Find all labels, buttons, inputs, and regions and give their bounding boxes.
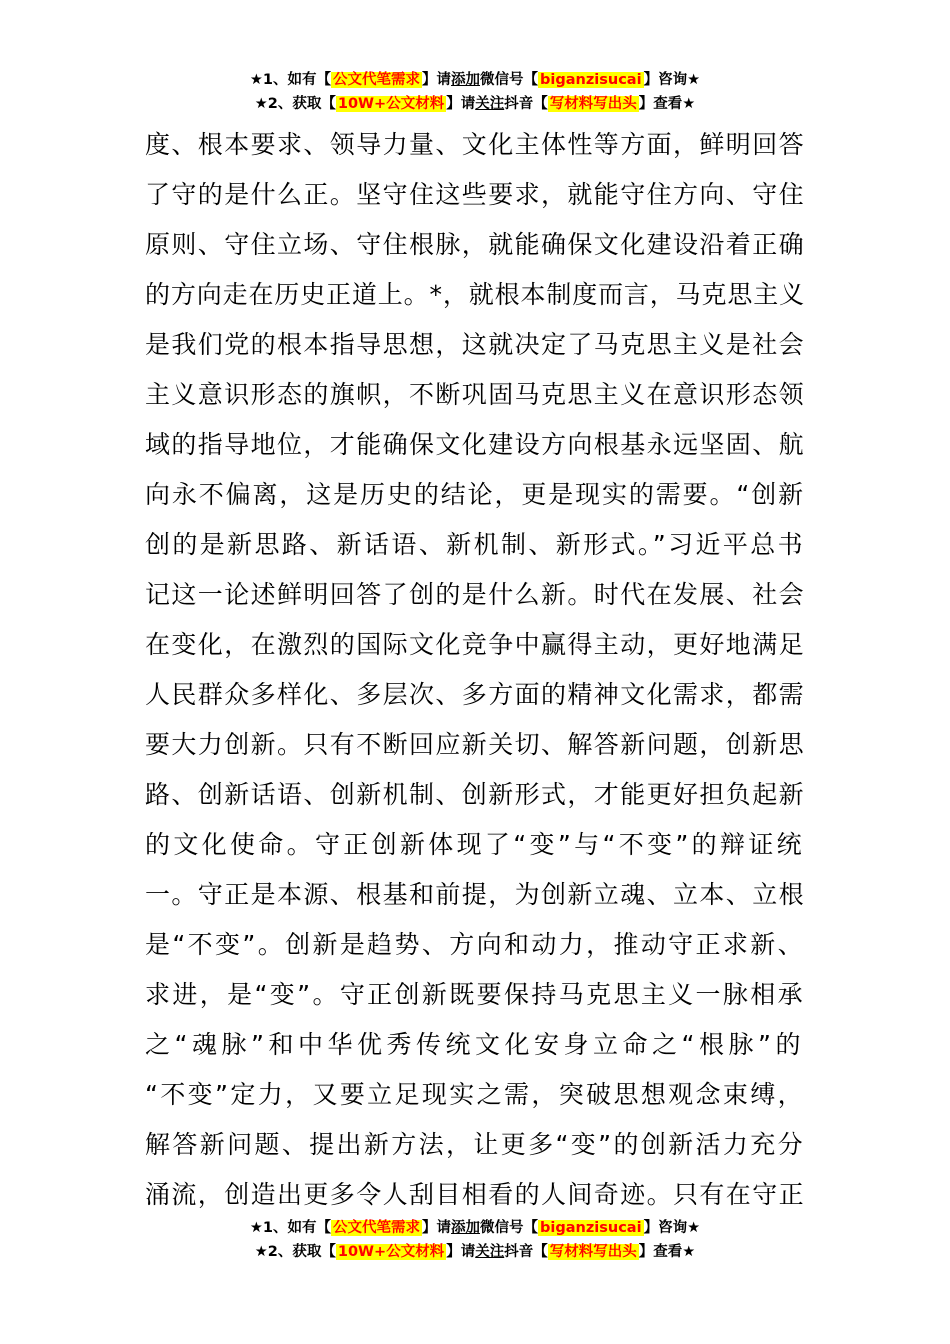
promo-line-1: [0, 1216, 950, 1240]
text-line: 要大力创新。只有不断回应新关切、解答新问题，创新思: [145, 730, 805, 759]
promo-highlight: 公文代笔需求: [333, 72, 421, 88]
promo-text: 】请: [422, 1220, 452, 1236]
promo-highlight: biganzisucai: [540, 1220, 642, 1236]
text-line: 涌流，创造出更多令人刮目相看的人间奇迹。只有在守正: [145, 1180, 805, 1209]
promo-text: 】查看★: [638, 1244, 696, 1260]
promo-line-1: [0, 68, 950, 92]
promo-text: 】查看★: [638, 96, 696, 112]
promo-highlight: 10W+公文材料: [337, 1244, 445, 1260]
promo-text: 】咨询★: [643, 1220, 701, 1236]
text-line: 是“不变”。创新是趋势、方向和动力，推动守正求新、: [145, 930, 805, 959]
promo-text: 】请: [446, 96, 476, 112]
promo-text: 抖音【: [504, 1244, 548, 1260]
promo-highlight: 写材料写出头: [549, 1244, 637, 1260]
promo-text: 】咨询★: [643, 72, 701, 88]
text-line: 求进，是“变”。守正创新既要保持马克思主义一脉相承: [145, 980, 805, 1009]
text-line: 解答新问题、提出新方法，让更多“变”的创新活力充分: [145, 1130, 805, 1159]
promo-text: ★1、如有【: [249, 1220, 332, 1236]
promo-text: 抖音【: [504, 96, 548, 112]
promo-text: ★2、获取【: [254, 96, 336, 112]
promo-line-2: [0, 1240, 950, 1264]
promo-text: 】请: [446, 1244, 476, 1260]
promo-underlined: 添加: [451, 1220, 481, 1236]
text-line: 在变化，在激烈的国际文化竞争中赢得主动，更好地满足: [145, 630, 805, 659]
promo-text: 微信号【: [480, 72, 539, 88]
promo-underlined: 添加: [451, 72, 481, 88]
promo-text: ★1、如有【: [249, 72, 332, 88]
text-line: “不变”定力，又要立足现实之需，突破思想观念束缚，: [145, 1080, 805, 1109]
text-line: 之“魂脉”和中华优秀传统文化安身立命之“根脉”的: [145, 1030, 805, 1059]
text-line: 主义意识形态的旗帜，不断巩固马克思主义在意识形态领: [145, 380, 805, 409]
promo-highlight: biganzisucai: [540, 72, 642, 88]
text-line: 域的指导地位，才能确保文化建设方向根基永远坚固、航: [145, 430, 805, 459]
promo-text: ★2、获取【: [254, 1244, 336, 1260]
text-line: 路、创新话语、创新机制、创新形式，才能更好担负起新: [145, 780, 805, 809]
text-line: 了守的是什么正。坚守住这些要求，就能守住方向、守住: [145, 180, 805, 209]
promo-highlight: 公文代笔需求: [333, 1220, 421, 1236]
promo-highlight: 写材料写出头: [549, 96, 637, 112]
text-line: 是我们党的根本指导思想，这就决定了马克思主义是社会: [145, 330, 805, 359]
header-promo-banner: [0, 68, 950, 116]
promo-underlined: 关注: [475, 1244, 505, 1260]
promo-text: 】请: [422, 72, 452, 88]
footer-promo-banner: [0, 1216, 950, 1264]
promo-text: 微信号【: [480, 1220, 539, 1236]
text-line: 度、根本要求、领导力量、文化主体性等方面，鲜明回答: [145, 130, 805, 159]
text-line: 一。守正是本源、根基和前提，为创新立魂、立本、立根: [145, 880, 805, 909]
text-line: 记这一论述鲜明回答了创的是什么新。时代在发展、社会: [145, 580, 805, 609]
text-line: 向永不偏离，这是历史的结论，更是现实的需要。“创新: [145, 480, 805, 509]
text-line: 的方向走在历史正道上。*，就根本制度而言，马克思主义: [145, 280, 805, 309]
text-line: 人民群众多样化、多层次、多方面的精神文化需求，都需: [145, 680, 805, 709]
promo-underlined: 关注: [475, 96, 505, 112]
promo-line-2: [0, 92, 950, 116]
text-line: 原则、守住立场、守住根脉，就能确保文化建设沿着正确: [145, 230, 805, 259]
text-line: 的文化使命。守正创新体现了“变”与“不变”的辩证统: [145, 830, 805, 859]
text-line: 创的是新思路、新话语、新机制、新形式。”习近平总书: [145, 530, 805, 559]
promo-highlight: 10W+公文材料: [337, 96, 445, 112]
